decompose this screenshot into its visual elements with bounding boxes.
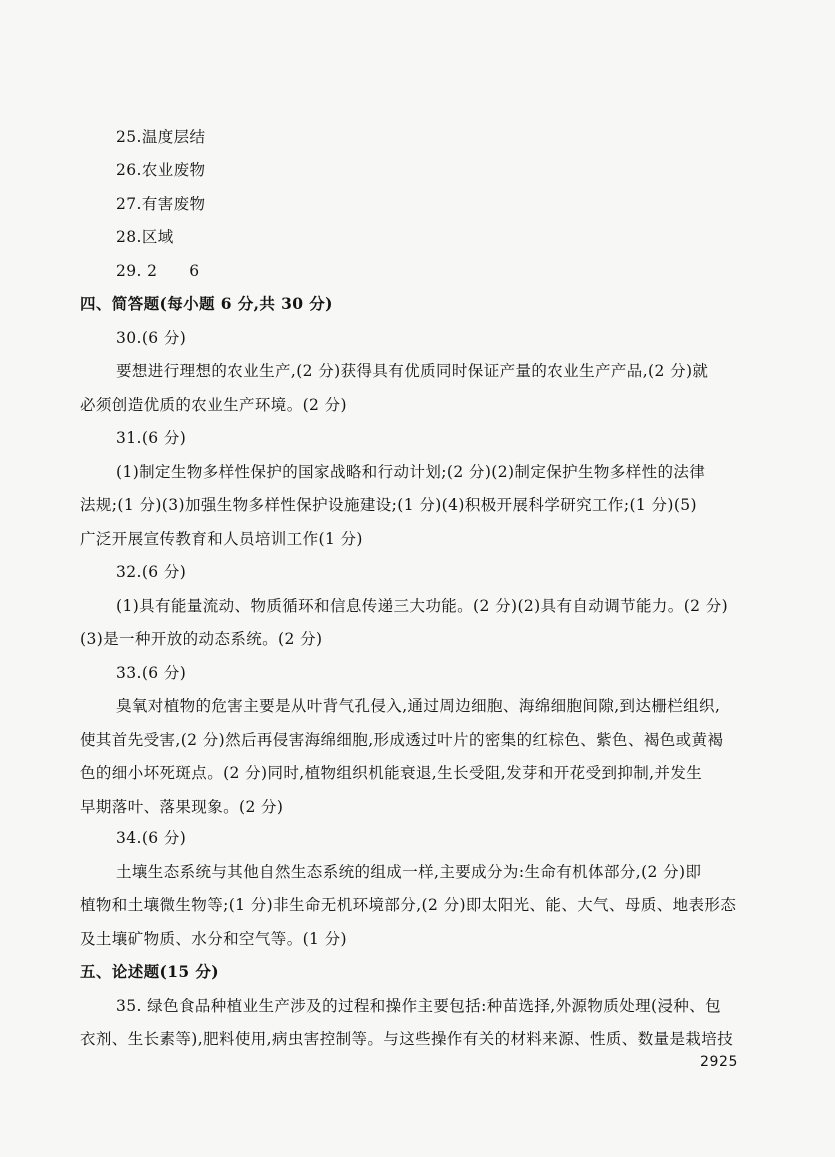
question-31-label: 31.(6 分)	[116, 429, 187, 447]
answer-33-line-3: 色的细小坏死斑点。(2 分)同时,植物组织机能衰退,生长受阻,发芽和开花受到抑制,并发生	[80, 764, 703, 782]
answer-33-line-1: 臭氧对植物的危害主要是从叶背气孔侵入,通过周边细胞、海绵细胞间隙,到达栅栏组织,	[116, 697, 721, 715]
answer-29: 29. 2 6	[116, 262, 200, 280]
answer-34-line-3: 及土壤矿物质、水分和空气等。(1 分)	[80, 930, 347, 948]
answer-28: 28.区域	[116, 228, 174, 246]
answer-30-line-2: 必须创造优质的农业生产环境。(2 分)	[80, 396, 347, 414]
section-5-heading: 五、论述题(15 分)	[80, 962, 220, 981]
section-4-heading: 四、简答题(每小题 6 分,共 30 分)	[80, 294, 333, 313]
question-33-label: 33.(6 分)	[116, 664, 187, 682]
answer-32-line-2: (3)是一种开放的动态系统。(2 分)	[80, 630, 323, 648]
answer-34-line-1: 土壤生态系统与其他自然生态系统的组成一样,主要成分为:生命有机体部分,(2 分)即	[116, 863, 702, 881]
answer-35-line-1: 35. 绿色食品种植业生产涉及的过程和操作主要包括:种苗选择,外源物质处理(浸种、包	[116, 997, 722, 1015]
answer-27: 27.有害废物	[116, 195, 206, 213]
question-34-label: 34.(6 分)	[116, 829, 187, 847]
question-30-label: 30.(6 分)	[116, 329, 187, 347]
answer-30-line-1: 要想进行理想的农业生产,(2 分)获得具有优质同时保证产量的农业生产产品,(2 分)就	[116, 362, 709, 380]
answer-31-line-2: 法规;(1 分)(3)加强生物多样性保护设施建设;(1 分)(4)积极开展科学研究工作;(1 分)(5)	[80, 496, 697, 514]
answer-33-line-2: 使其首先受害,(2 分)然后再侵害海绵细胞,形成透过叶片的密集的红棕色、紫色、褐色或黄褐	[80, 731, 724, 749]
answer-26: 26.农业废物	[116, 161, 206, 179]
answer-33-line-4: 早期落叶、落果现象。(2 分)	[80, 798, 284, 816]
answer-31-line-1: (1)制定生物多样性保护的国家战略和行动计划;(2 分)(2)制定保护生物多样性的法律	[116, 463, 706, 481]
answer-31-line-3: 广泛开展宣传教育和人员培训工作(1 分)	[80, 530, 363, 548]
question-32-label: 32.(6 分)	[116, 563, 187, 581]
answer-34-line-2: 植物和土壤微生物等;(1 分)非生命无机环境部分,(2 分)即太阳光、能、大气、母质、地表形态	[80, 896, 737, 914]
answer-35-line-2: 衣剂、生长素等),肥料使用,病虫害控制等。与这些操作有关的材料来源、性质、数量是栽培技	[80, 1030, 734, 1048]
answer-25: 25.温度层结	[116, 128, 206, 146]
answer-32-line-1: (1)具有能量流动、物质循环和信息传递三大功能。(2 分)(2)具有自动调节能力。(2 分)	[116, 597, 729, 615]
page-number: 2925	[700, 1054, 739, 1070]
